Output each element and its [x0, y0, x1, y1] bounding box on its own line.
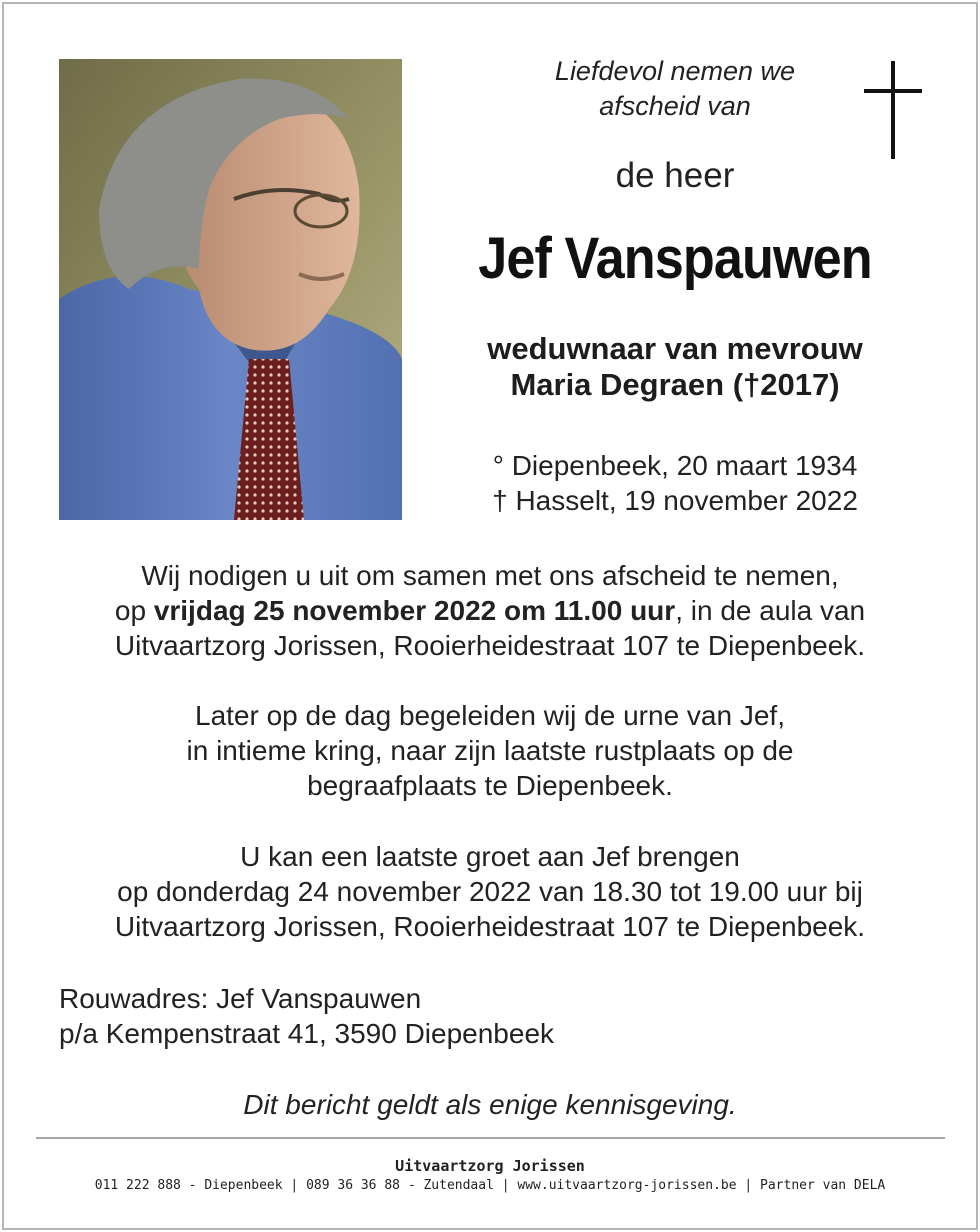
funeral-home-name: Uitvaartzorg Jorissen [395, 1157, 585, 1175]
footer-divider [36, 1137, 945, 1139]
invitation-paragraph [40, 558, 940, 663]
cross-icon [864, 61, 922, 159]
address-line-1: Rouwadres: Jef Vanspauwen [59, 983, 422, 1014]
invitation-line-3: Uitvaartzorg Jorissen, Rooierheidestraat 107 te Diepenbeek. [114, 630, 866, 661]
mourning-address [59, 981, 554, 1051]
honorific: de heer [615, 156, 735, 195]
intro-text [440, 54, 910, 124]
invitation-line-2-post: , in de aula van [675, 595, 866, 626]
spouse-line-1: weduwnaar van mevrouw [487, 331, 863, 366]
address-line-2: p/a Kempenstraat 41, 3590 Diepenbeek [59, 1018, 555, 1049]
portrait-photo [59, 59, 402, 520]
death-date: † Hasselt, 19 november 2022 [492, 485, 858, 516]
birth-date: ° Diepenbeek, 20 maart 1934 [492, 450, 858, 481]
visit-line-1: U kan een laatste groet aan Jef brengen [240, 841, 740, 872]
burial-line-1: Later op de dag begeleiden wij de urne van Jef, [195, 700, 785, 731]
deceased-name: Jef Vanspauwen [478, 226, 872, 291]
invitation-line-2 [40, 593, 940, 628]
invitation-line-1: Wij nodigen u uit om samen met ons afscheid te nemen, [141, 560, 839, 591]
life-dates [420, 448, 930, 518]
invitation-line-2-pre: op [114, 595, 154, 626]
spouse-line-2: Maria Degraen (†2017) [510, 367, 840, 402]
visit-paragraph [40, 839, 940, 944]
ceremony-datetime: vrijdag 25 november 2022 om 11.00 uur [153, 595, 676, 626]
burial-paragraph [40, 698, 940, 803]
burial-line-2: in intieme kring, naar zijn laatste rustplaats op de [186, 735, 794, 766]
portrait-image [59, 59, 402, 520]
intro-line-2: afscheid van [599, 91, 751, 121]
intro-line-1: Liefdevol nemen we [554, 56, 796, 86]
funeral-home-contact: 011 222 888 - Diepenbeek | 089 36 36 88 - Zutendaal | www.uitvaartzorg-jorissen.be | Partner van DELA [94, 1178, 886, 1193]
visit-line-2: op donderdag 24 november 2022 van 18.30 tot 19.00 uur bij [117, 876, 863, 907]
visit-line-3: Uitvaartzorg Jorissen, Rooierheidestraat 107 te Diepenbeek. [114, 911, 866, 942]
notice-statement: Dit bericht geldt als enige kennisgeving. [243, 1089, 737, 1120]
burial-line-3: begraafplaats te Diepenbeek. [307, 770, 673, 801]
spouse-info [420, 331, 930, 403]
